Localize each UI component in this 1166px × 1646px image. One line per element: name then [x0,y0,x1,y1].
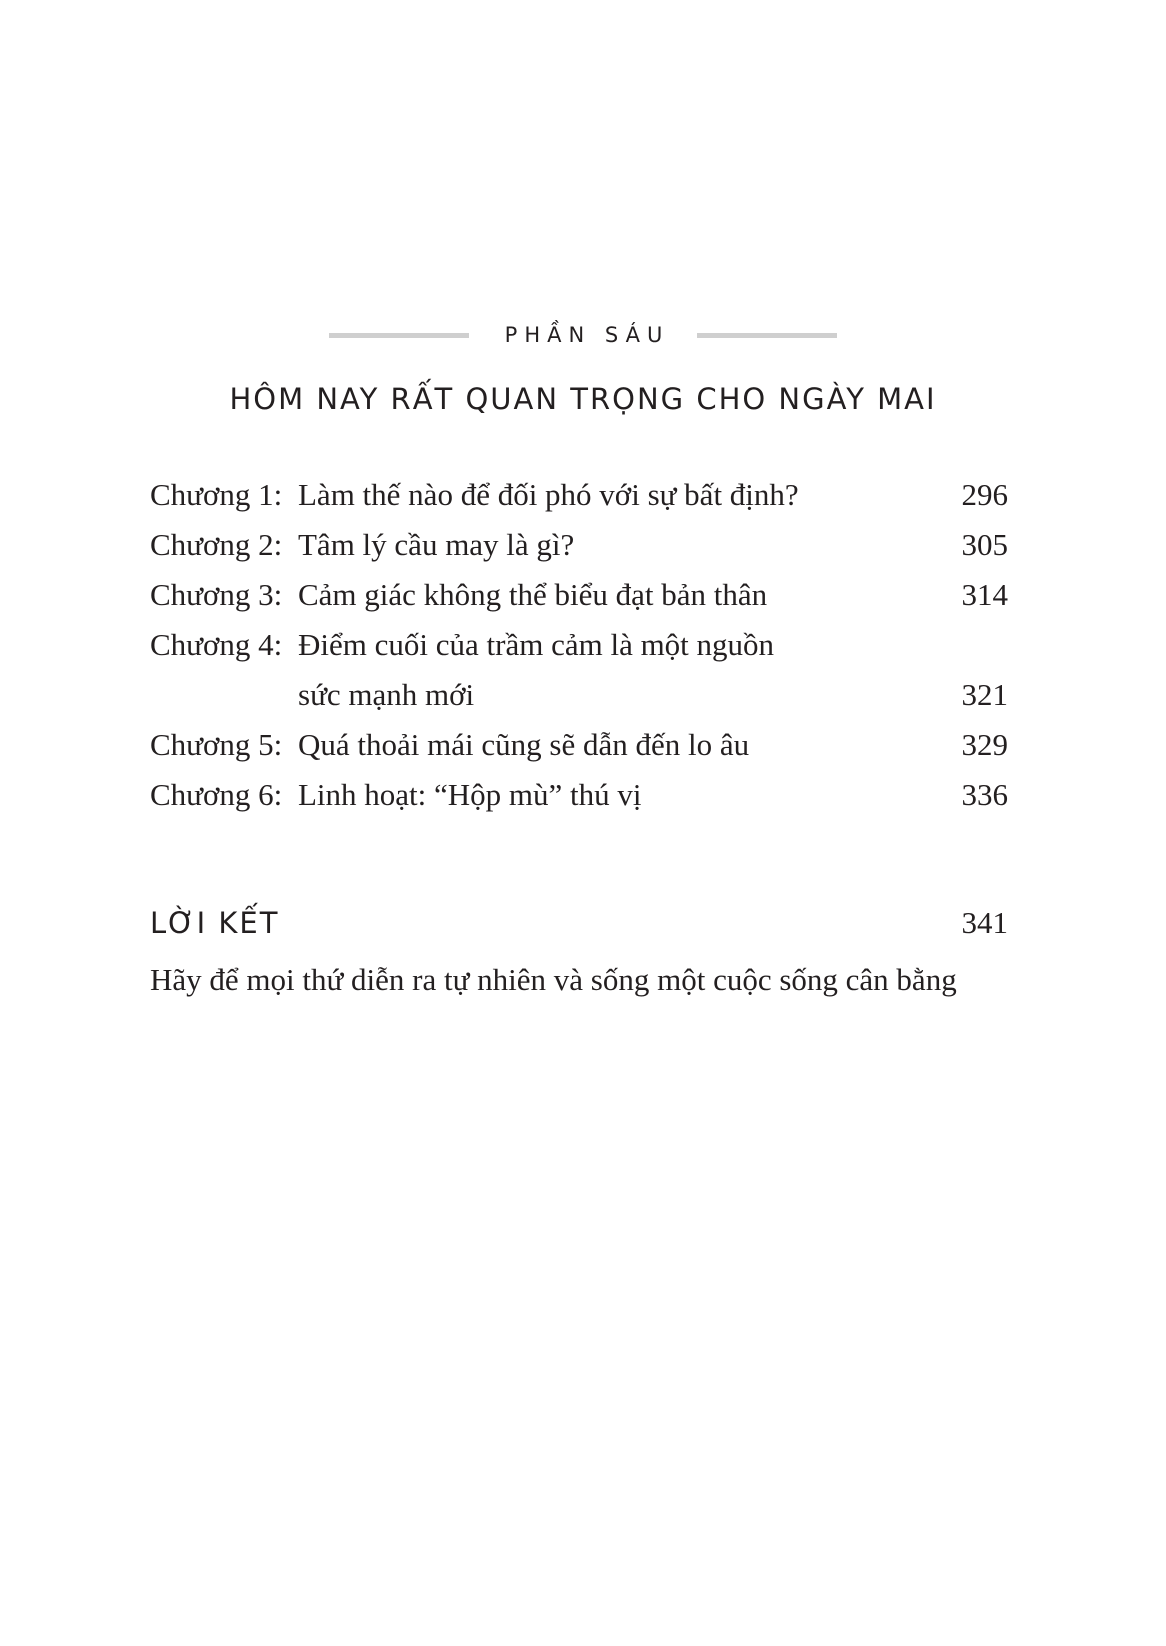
toc-chapter-title: Làm thế nào để đối phó với sự bất định? [298,477,799,512]
toc-entry-chapter-3[interactable] [150,570,1008,620]
epilogue-page-number: 341 [961,905,1008,940]
part-header [0,325,1166,346]
toc-chapter-number: Chương 1: [150,477,290,512]
toc-page-number: 296 [961,477,1008,512]
toc-chapter-title: Linh hoạt: “Hộp mù” thú vị [298,777,642,812]
part-title: HÔM NAY RẤT QUAN TRỌNG CHO NGÀY MAI [229,382,937,416]
toc-page-number: 336 [961,777,1008,812]
toc-chapter-title: Cảm giác không thể biểu đạt bản thân [298,577,768,612]
table-of-contents [150,470,1008,820]
toc-page-number: 305 [961,527,1008,562]
toc-entry-chapter-4-continuation[interactable] [150,670,1008,720]
toc-entry-chapter-2[interactable] [150,520,1008,570]
toc-chapter-title: Điểm cuối của trầm cảm là một nguồn [298,627,775,662]
toc-chapter-number: Chương 5: [150,727,290,762]
toc-entry-chapter-4[interactable] [150,620,1008,670]
epilogue-heading-row [150,905,1008,955]
epilogue-subtitle: Hãy để mọi thứ diễn ra tự nhiên và sống một cuộc sống cân bằng [150,962,957,997]
part-label: PHẦN SÁU [504,323,670,347]
toc-entry-chapter-1[interactable] [150,470,1008,520]
toc-page-number: 314 [961,577,1008,612]
toc-chapter-title: Tâm lý cầu may là gì? [298,527,575,562]
toc-entry-chapter-6[interactable] [150,770,1008,820]
toc-chapter-number: Chương 6: [150,777,290,812]
toc-page-number-empty [928,620,1008,670]
toc-chapter-number: Chương 3: [150,577,290,612]
toc-chapter-title: Quá thoải mái cũng sẽ dẫn đến lo âu [298,727,750,762]
toc-chapter-number: Chương 2: [150,527,290,562]
toc-page-number: 321 [961,677,1008,712]
right-divider-rule [697,333,837,338]
toc-entry-chapter-5[interactable] [150,720,1008,770]
epilogue-entry[interactable] [150,905,1008,1005]
toc-page-number: 329 [961,727,1008,762]
toc-chapter-title-continuation: sức mạnh mới [298,677,475,712]
left-divider-rule [329,333,469,338]
epilogue-title: LỜI KẾT [150,906,280,940]
toc-chapter-number: Chương 4: [150,627,290,662]
